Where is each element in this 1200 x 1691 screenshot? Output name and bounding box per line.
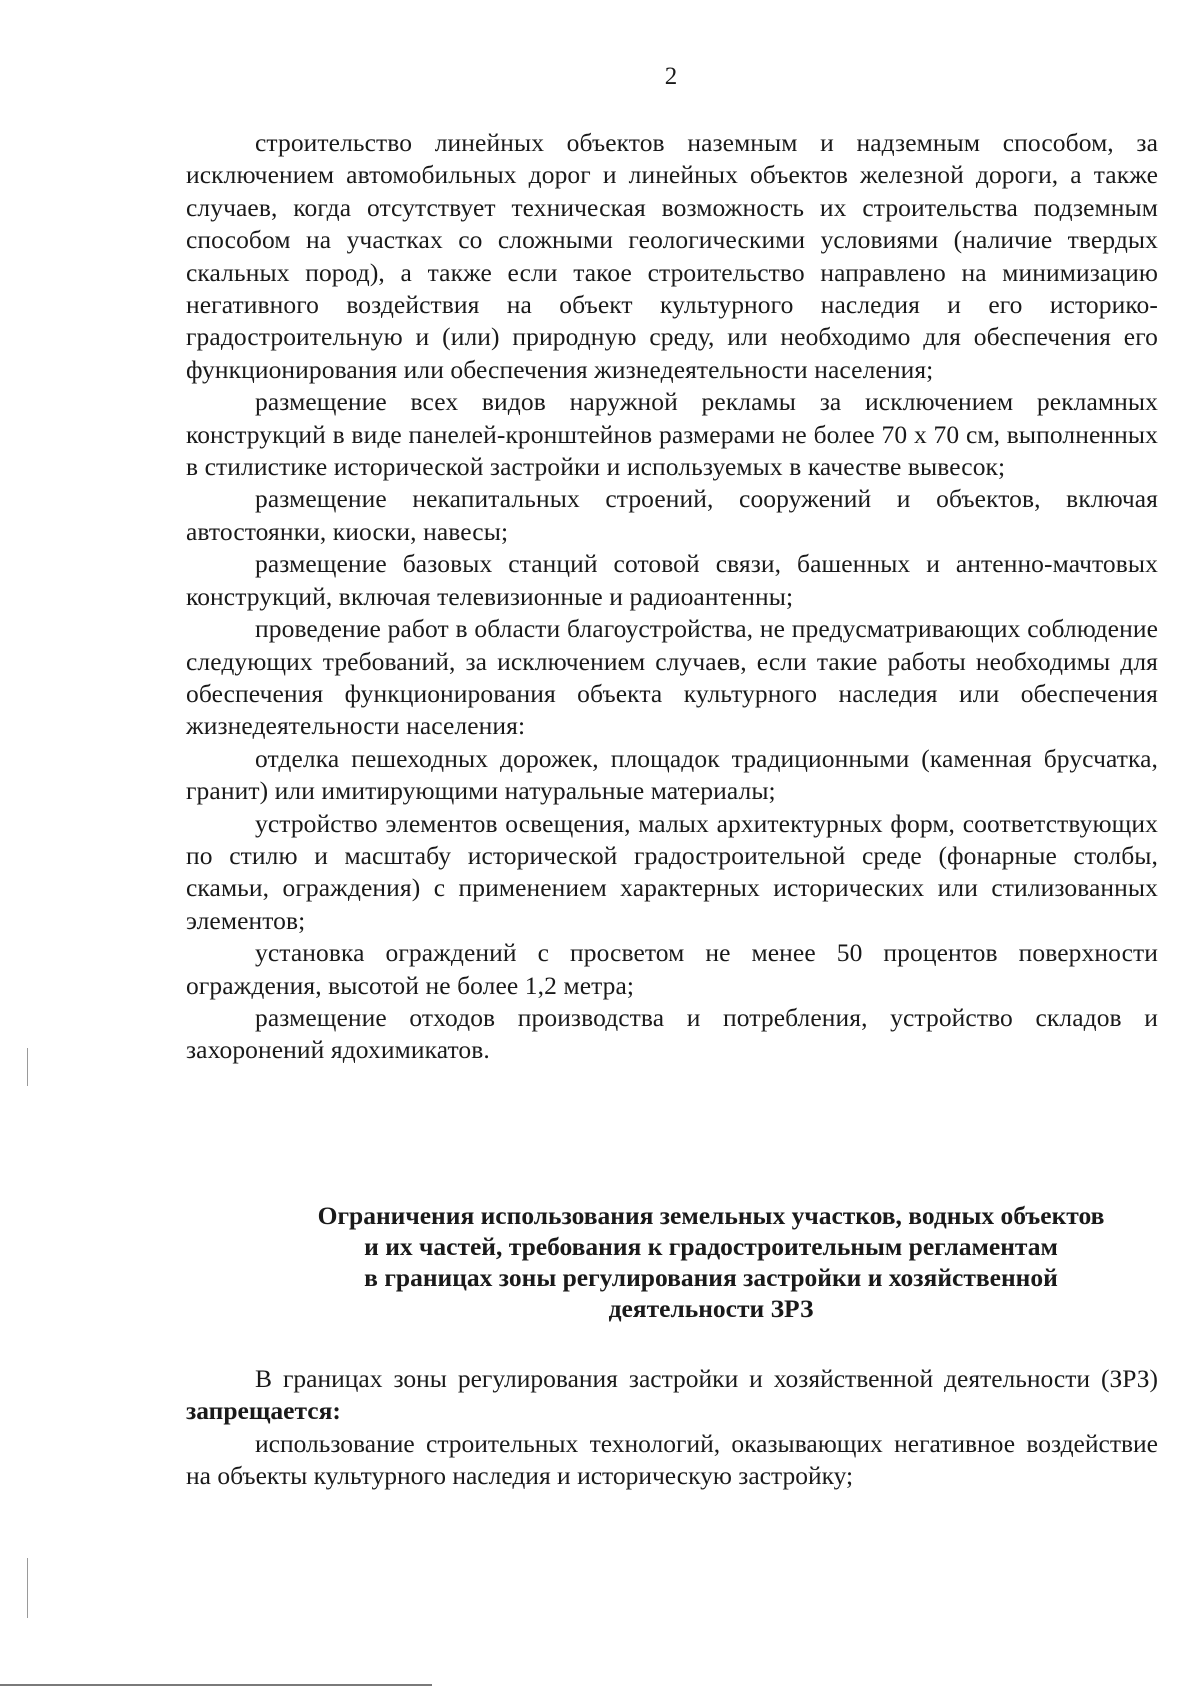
heading-line: в границах зоны регулирования застройки и хозяйственной xyxy=(364,1263,1058,1292)
scan-edge-mark xyxy=(27,1048,28,1086)
scan-bottom-line xyxy=(0,1684,432,1686)
paragraph-linear-objects: строительство линейных объектов наземным и надземным способом, за исключением автомобильных дорог и линейных объектов железной дороги, а также случаев, когда отсутствует техническая возможность их строительства подземным способом на участках со сложными геологическими условиями (наличие твердых скальных пород), а также если такое строительство направлено на минимизацию негативного воздействия на объект культурного наследия и его историко-градостроительную и (или) природную среду, или необходимо для обеспечения его функционирования или обеспечения жизнедеятельности населения; xyxy=(186,128,1158,384)
paragraph-landscaping: проведение работ в области благоустройства, не предусматривающих соблюдение следующих требований, за исключением случаев, если такие работы необходимы для обеспечения функционирования объекта культурного наследия или обеспечения жизнедеятельности населения: xyxy=(186,614,1158,741)
intro-emphasis: запрещается: xyxy=(186,1396,341,1426)
page-number: 2 xyxy=(664,63,678,90)
scan-edge-mark xyxy=(27,1558,28,1618)
section-heading xyxy=(186,1200,1200,1324)
heading-line: и их частей, требования к градостроительным регламентам xyxy=(364,1232,1058,1261)
paragraph-temporary-structures: размещение некапитальных строений, сооружений и объектов, включая автостоянки, киоски, навесы; xyxy=(186,484,1158,546)
heading-line: Ограничения использования земельных участков, водных объектов xyxy=(317,1201,1105,1230)
section-intro xyxy=(186,1363,1158,1428)
section-body xyxy=(186,1363,1158,1493)
paragraph-cellular-stations: размещение базовых станций сотовой связи, башенных и антенно-мачтовых конструкций, включая телевизионные и радиоантенны; xyxy=(186,549,1158,611)
heading-line: деятельности ЗРЗ xyxy=(608,1294,814,1323)
paragraph-outdoor-advertising: размещение всех видов наружной рекламы за исключением рекламных конструкций в виде панелей-кронштейнов размерами не более 70 х 70 см, выполненных в стилистике исторической застройки и используемых в качестве вывесок; xyxy=(186,387,1158,482)
paragraph-pavement: отделка пешеходных дорожек, площадок традиционными (каменная брусчатка, гранит) или имитирующими натуральные материалы; xyxy=(186,743,1158,806)
section-paragraph: использование строительных технологий, оказывающих негативное воздействие на объекты культурного наследия и историческую застройку; xyxy=(186,1428,1158,1491)
paragraph-fencing: установка ограждений с просветом не менее 50 процентов поверхности ограждения, высотой не более 1,2 метра; xyxy=(186,938,1158,1000)
paragraph-waste: размещение отходов производства и потребления, устройство складов и захоронений ядохимикатов. xyxy=(186,1002,1158,1065)
intro-text: В границах зоны регулирования застройки и хозяйственной деятельности (ЗРЗ) xyxy=(255,1364,1158,1393)
paragraph-lighting: устройство элементов освещения, малых архитектурных форм, соответствующих по стилю и масштабу исторической градостроительной среде (фонарные столбы, скамьи, ограждения) с применением характерных исторических или стилизованных элементов; xyxy=(186,808,1158,935)
restrictions-list xyxy=(186,127,1158,1067)
